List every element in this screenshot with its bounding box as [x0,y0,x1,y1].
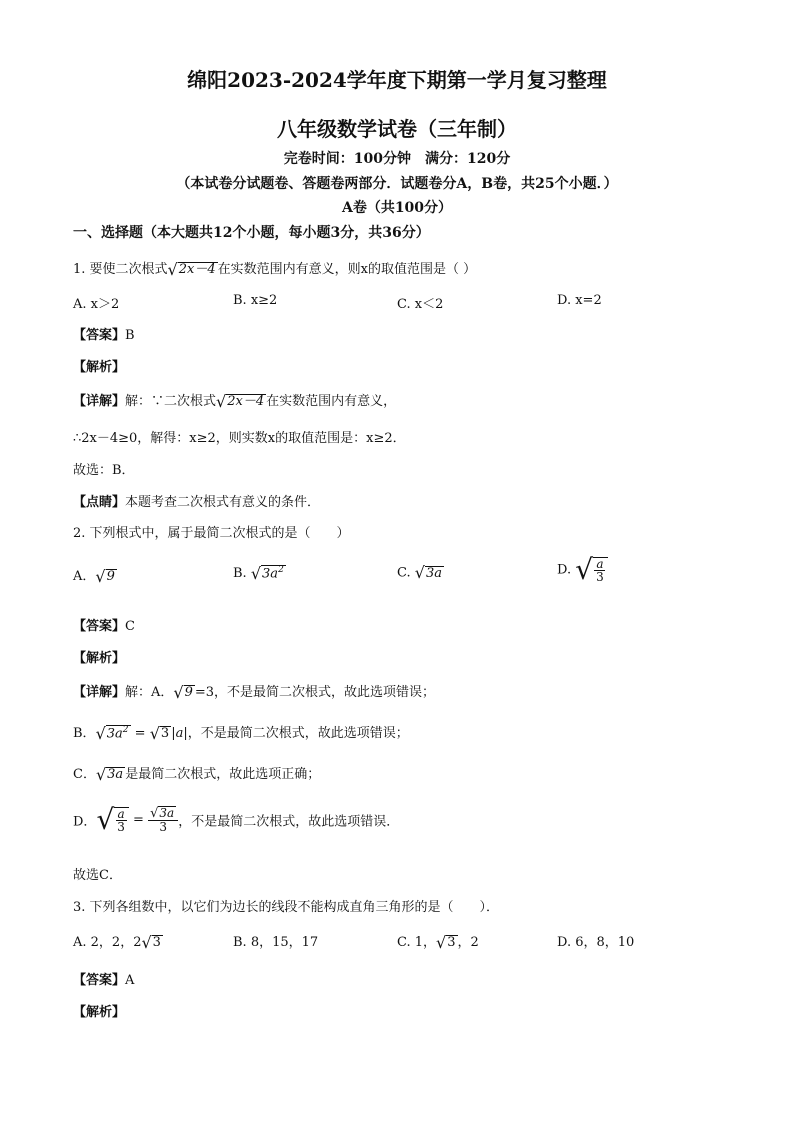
q2-detail-c-radicand: 3a [107,767,124,783]
q1-radicand: 2x－4 [178,262,216,278]
sqrt-icon: √ [575,553,594,586]
q2-detail-b-base: 3a [106,726,123,742]
q2-option-b-exponent: 2 [278,565,284,575]
q3-option-b: B. 8，15，17 [233,935,319,950]
q3-option-c-radicand: 3 [447,935,456,951]
q2-stem: 2. 下列根式中，属于最简二次根式的是（ ） [73,526,350,541]
q2-option-d [557,553,608,586]
q1-detail [73,390,396,410]
section-heading: 一、选择题（本大题共12个小题，每小题3分，共36分） [73,225,430,241]
sqrt-icon: √ [414,563,425,582]
q3-answer [73,969,134,988]
q2-detail-d-rhs-denominator: 3 [159,820,167,835]
sqrt-icon: √ [173,682,184,702]
q3-option-c [397,931,479,951]
q2-detail-b-abs: |a| [171,726,188,741]
q2-option-a-label: A． [73,569,96,584]
q2-detail-b-exponent: 2 [122,725,129,736]
q2-detail-d-numerator: a [117,806,125,821]
comment-label: 【点睛】 [73,495,126,510]
q2-detail-d-denominator: 3 [117,820,125,835]
detail-label: 【详解】 [73,394,126,409]
q2-option-a-radical [95,566,116,586]
q1-option-d: D. x=2 [557,293,602,308]
q1-option-c: C. x＜2 [397,297,444,312]
sqrt-icon: √ [150,806,159,822]
sqrt-icon: √ [95,764,107,784]
q2-detail-b-rhs-radical [149,723,171,743]
q1-detail-radical [216,391,266,411]
exam-note: （本试卷分试题卷、答题卷两部分．试题卷分A，B卷，共25个小题．） [176,176,618,192]
q1-detail-radicand: 2x－4 [227,394,265,410]
q2-option-b-base: 3a [262,566,279,582]
q3-analysis-label: 【解析】 [73,1005,126,1020]
q2-conclusion: 故选C． [73,868,122,883]
q1-answer [73,324,135,343]
q2-option-d-denominator: 3 [596,570,604,585]
q2-detail-d [73,803,400,836]
q1-detail-pre: 解：∵二次根式 [125,394,217,409]
sqrt-icon: √ [141,932,152,952]
q3-option-c-post: ，2 [457,935,479,950]
q3-option-c-pre: C. 1， [397,935,437,950]
q2-detail-a [73,681,435,701]
q2-answer [73,615,135,634]
q2-option-a-radicand: 9 [106,569,115,585]
q2-option-b [233,565,286,582]
q2-detail-d-radical [96,803,128,836]
exam-subtitle: 八年级数学试卷（三年制） [277,117,517,141]
q2-detail-a-pre: 解：A． [125,685,174,700]
q2-detail-a-radical [173,682,194,702]
sqrt-icon: √ [216,391,227,411]
q2-answer-value: C [125,619,135,634]
q1-detail-post: 在实数范围内有意义， [266,394,397,409]
sqrt-icon: √ [96,803,115,836]
sqrt-icon: √ [149,723,160,743]
sqrt-icon: √ [436,932,447,952]
q2-detail-b [73,722,409,742]
q2-option-c-radicand: 3a [425,565,442,581]
q1-conclusion: 故选：B． [73,463,135,478]
q2-option-d-label: D. [557,562,572,578]
q2-detail-c-post: 是最简二次根式，故此选项正确； [125,767,321,782]
q2-detail-c-label: C． [73,767,96,782]
q3-option-a-radical [141,932,162,952]
q2-detail-a-radicand: 9 [184,685,193,701]
q2-option-b-label: B. [233,565,247,581]
q3-option-c-radical [436,932,457,952]
q1-stem [73,258,476,278]
q3-option-a-pre: A. 2，2，2 [73,935,142,950]
q3-answer-value: A [125,973,135,988]
q2-option-a [73,565,117,585]
q2-detail-d-eq: = [128,812,149,828]
q2-option-c-label: C. [397,565,411,581]
sqrt-icon: √ [250,563,262,583]
q1-step: ∴2x－4≥0，解得：x≥2，则实数x的取值范围是：x≥2． [73,431,406,446]
q3-option-d: D. 6，8，10 [557,935,635,950]
q1-comment-text: 本题考查二次根式有意义的条件． [125,495,321,510]
q2-detail-b-post: ，不是最简二次根式，故此选项错误； [187,726,409,741]
exam-title: 绵阳2023-2024学年度下期第一学月复习整理 [187,68,607,92]
q2-analysis-label: 【解析】 [73,651,126,666]
q2-option-b-radicand [261,565,286,582]
q1-analysis-label: 【解析】 [73,360,126,375]
q2-option-c [397,565,444,581]
q1-comment [73,491,320,510]
answer-label: 【答案】 [73,973,126,988]
q2-option-d-radical [575,553,607,586]
q2-detail-d-post: ，不是最简二次根式，故此选项错误． [178,814,400,830]
q2-detail-d-label: D． [73,814,97,830]
q2-detail-d-radicand [114,807,129,834]
q2-detail-d-rhs [148,806,178,834]
q2-detail-b-eq: = [130,726,150,741]
q2-option-d-numerator: a [596,556,604,571]
q2-detail-c [73,763,320,783]
q3-stem: 3. 下列各组数中，以它们为边长的线段不能构成直角三角形的是（ ）． [73,900,500,915]
q2-option-d-radicand [593,557,608,584]
q1-answer-value: B [125,328,135,343]
q2-detail-b-label: B． [73,726,96,741]
q3-option-a [73,931,163,951]
q2-option-b-radical [251,565,286,582]
answer-label: 【答案】 [73,328,126,343]
q1-option-a: A. x＞2 [73,297,120,312]
detail-label: 【详解】 [73,685,126,700]
answer-label: 【答案】 [73,619,126,634]
q3-option-a-radicand: 3 [152,935,161,951]
q2-option-c-radical [415,565,444,581]
sqrt-icon: √ [167,259,178,279]
q1-option-b: B. x≥2 [233,293,278,308]
volume-label: A卷（共100分） [341,200,453,216]
q2-detail-d-rhs-numerator [148,806,178,821]
sqrt-icon: √ [95,723,106,743]
q2-detail-a-post: =3，不是最简二次根式，故此选项错误； [194,685,436,700]
q1-stem-pre: 1. 要使二次根式 [73,262,168,277]
time-info: 完卷时间：100分钟 满分：120分 [283,151,511,167]
q2-detail-d-rhs-radicand: 3a [159,806,175,821]
q1-stem-post: 在实数范围内有意义，则x的取值范围是（ ） [217,262,477,277]
q1-radical [167,259,218,279]
q2-detail-b-rhs-radicand: 3 [160,726,170,742]
q2-detail-b-radical [96,725,131,742]
q2-detail-c-radical [95,764,125,784]
q2-detail-b-radicand [106,725,131,742]
sqrt-icon: √ [95,566,106,586]
